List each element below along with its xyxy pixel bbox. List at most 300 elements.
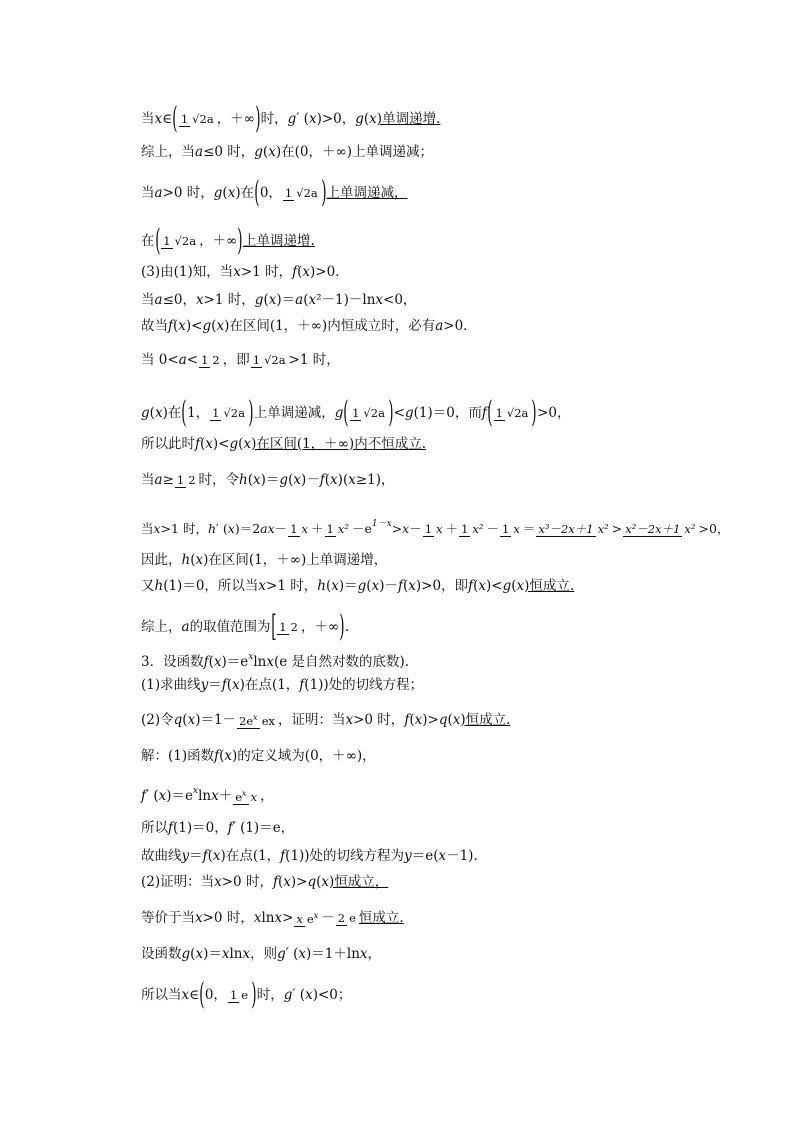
text-fragment [402, 520, 409, 538]
text-fragment: －e [351, 520, 372, 536]
math-variable: f [168, 317, 173, 334]
fraction [350, 407, 387, 419]
text-fragment: ln [253, 653, 267, 670]
text-fragment: )＝e [166, 787, 194, 804]
text-fragment [213, 847, 221, 865]
math-variable: x [233, 263, 241, 280]
text-fragment: ²－1)－ln [316, 291, 376, 308]
math-variable: x [274, 909, 283, 926]
text-fragment: － [321, 909, 335, 926]
text-fragment: )( [337, 471, 349, 488]
text-fragment: 当 [141, 520, 154, 536]
fraction [459, 523, 485, 535]
math-variable: f [214, 747, 220, 764]
math-variable: x [213, 653, 222, 670]
text-fragment: 又 [141, 577, 155, 594]
text-fragment: )在区间(1，＋∞)内恒成立时，必有 [224, 317, 436, 334]
text-fragment [405, 404, 414, 422]
text-fragment: 所以 [141, 819, 168, 836]
text-fragment: ＝ [189, 847, 203, 864]
text-fragment: √2a [296, 186, 318, 200]
bracket: ) [248, 395, 254, 430]
text-fragment: ( [262, 143, 269, 160]
text-line [141, 908, 404, 927]
text-fragment [288, 110, 297, 128]
text-fragment: )> [290, 873, 308, 890]
text-line [141, 175, 408, 210]
text-line [141, 470, 395, 489]
text-fragment: √2a [363, 406, 385, 420]
text-line [141, 434, 426, 453]
text-fragment: ＝e( [411, 847, 439, 864]
bracket: ( [487, 395, 493, 430]
math-variable: y [200, 676, 209, 693]
text-fragment: >0， [537, 405, 571, 421]
text-line [141, 609, 350, 644]
math-variable: a [195, 143, 204, 160]
math-variable: f [292, 263, 298, 280]
math-variable: f [168, 819, 173, 836]
math-variable: f [397, 577, 403, 594]
text-fragment: 所以当 [141, 987, 182, 1003]
math-variable: ax [260, 520, 275, 536]
text-fragment [232, 676, 240, 694]
text-fragment: 当 [141, 471, 155, 488]
math-variable: x [313, 911, 319, 921]
math-variable: x [375, 291, 384, 308]
math-variable: h [317, 577, 326, 594]
math-variable: f [203, 653, 209, 670]
math-variable: g [355, 111, 364, 127]
math-variable: x [195, 945, 204, 962]
math-variable: g [283, 987, 293, 1003]
text-fragment: ( [247, 471, 254, 488]
text-fragment: ′ ( [292, 987, 306, 1003]
text-fragment [253, 713, 258, 722]
text-fragment: √2a [174, 234, 197, 248]
bracket: ( [343, 395, 349, 430]
text-fragment: )< [185, 317, 203, 334]
text-fragment: ( [208, 653, 214, 670]
math-variable: x [250, 789, 258, 804]
text-fragment [470, 522, 485, 536]
text-fragment [211, 787, 219, 805]
math-variable: a [178, 351, 187, 368]
math-variable: g [277, 945, 286, 962]
math-variable: x [253, 909, 262, 926]
math-variable: x [195, 291, 204, 308]
fraction [325, 523, 351, 535]
text-fragment: 在 [141, 233, 155, 249]
text-fragment: 1 [212, 406, 220, 420]
text-fragment [141, 404, 150, 422]
text-fragment [233, 790, 248, 805]
math-variable: f [481, 405, 487, 421]
fraction [294, 910, 320, 925]
math-variable: x [330, 471, 338, 488]
bracket: ) [251, 977, 257, 1012]
math-variable: 1－x [371, 519, 392, 529]
text-fragment: － [486, 520, 500, 536]
text-fragment [358, 577, 367, 595]
text-fragment [293, 471, 301, 489]
text-fragment: 当 [141, 111, 155, 127]
math-variable: h [207, 520, 217, 536]
math-variable: x [253, 471, 261, 488]
text-fragment: 当 [141, 291, 155, 308]
text-fragment: >1 时， [203, 291, 255, 308]
text-fragment [239, 471, 248, 489]
text-fragment: )＝ [338, 577, 358, 594]
text-fragment: ( [149, 405, 155, 421]
math-variable: x [242, 945, 251, 962]
text-fragment: 2 [290, 620, 298, 634]
text-fragment: ≤0 时， [203, 143, 255, 160]
text-fragment [155, 577, 164, 595]
math-variable: x [154, 405, 163, 421]
text-fragment: )<0； [312, 987, 352, 1003]
bracket: ) [255, 101, 261, 136]
text-fragment: )>0， [316, 111, 356, 127]
text-fragment [222, 945, 230, 963]
text-fragment [195, 551, 203, 569]
text-fragment [178, 317, 186, 335]
bracket: ) [339, 609, 345, 644]
text-line [141, 262, 339, 281]
text-fragment [174, 711, 183, 729]
text-fragment [253, 471, 261, 489]
math-variable: x [181, 987, 190, 1003]
math-variable: x [408, 577, 416, 594]
text-fragment: > [611, 520, 623, 536]
text-fragment: ′ (1)＝e， [232, 819, 295, 836]
text-fragment [375, 291, 383, 309]
text-fragment: ′ ( [146, 787, 159, 804]
text-fragment [205, 435, 213, 453]
text-fragment: )< [485, 577, 503, 594]
math-variable: g [202, 317, 212, 334]
text-fragment: )> [422, 711, 439, 728]
text-fragment [623, 522, 682, 537]
text-fragment [255, 291, 264, 309]
text-fragment: 1 [290, 521, 298, 536]
text-fragment [478, 577, 486, 595]
text-fragment [159, 787, 167, 805]
text-fragment: 2e [239, 713, 254, 728]
text-fragment: 等价于当 [141, 909, 195, 926]
math-variable: y [181, 847, 190, 864]
math-variable: x [242, 789, 247, 799]
text-line [141, 290, 416, 309]
text-fragment: 设函数 [141, 945, 182, 962]
text-fragment [348, 471, 356, 489]
math-variable: x [348, 471, 356, 488]
text-fragment: 1 [252, 352, 261, 367]
math-variable: a [154, 185, 163, 201]
text-line [141, 350, 340, 369]
math-variable: x [331, 577, 339, 594]
text-fragment: ( [297, 263, 303, 280]
text-fragment: ( [447, 711, 453, 728]
text-fragment [179, 351, 187, 369]
text-fragment: (1)＝0，所以当 [163, 577, 259, 594]
text-fragment: ，则 [250, 945, 278, 962]
text-fragment: 因此， [141, 551, 182, 568]
text-fragment: (1))处的切线方程为 [285, 847, 405, 864]
math-variable: x [253, 713, 258, 723]
text-fragment: ( [316, 873, 322, 890]
math-variable: x [283, 873, 291, 890]
text-fragment: √2a [264, 352, 286, 367]
fraction [283, 187, 320, 199]
math-variable: f [468, 577, 474, 594]
fraction [228, 989, 250, 1001]
text-fragment: ， [367, 945, 382, 962]
text-fragment: ( [366, 577, 372, 594]
math-variable: g [254, 143, 263, 160]
text-fragment: ，＋∞ [199, 233, 238, 249]
math-variable: x [302, 263, 310, 280]
math-variable: x [301, 521, 309, 536]
text-fragment: 上单调递增. [243, 233, 315, 249]
text-fragment: ( [173, 317, 179, 334]
text-fragment [307, 873, 316, 891]
text-line [141, 872, 388, 891]
math-variable: x [154, 111, 163, 127]
math-variable: x [436, 521, 443, 536]
math-variable: f [272, 873, 278, 890]
text-fragment: 2 [188, 472, 196, 487]
text-fragment: ＝ [208, 676, 222, 693]
text-fragment [249, 790, 260, 804]
text-fragment: 时，令 [198, 471, 240, 488]
text-fragment [331, 577, 339, 595]
text-fragment [258, 577, 266, 595]
text-fragment: )>0. [309, 263, 340, 280]
text-fragment: 综上，当 [141, 143, 195, 160]
math-variable: x [212, 847, 221, 864]
fraction [623, 523, 697, 535]
math-variable: x [305, 987, 313, 1003]
text-fragment: )在(0，＋∞)上单调递减； [275, 143, 433, 160]
math-variable: h [239, 471, 248, 488]
text-fragment [242, 945, 250, 963]
text-fragment: √2a [223, 406, 245, 420]
text-fragment [155, 184, 163, 202]
math-variable: y [404, 847, 412, 864]
math-variable: x [258, 577, 267, 594]
text-fragment [195, 945, 203, 963]
fraction [233, 788, 259, 803]
text-fragment [201, 676, 209, 694]
bracket: ( [154, 223, 160, 258]
math-variable: x [227, 520, 235, 536]
math-variable: f [280, 847, 286, 864]
text-fragment: 时， [256, 987, 284, 1003]
text-fragment: )＝1＋ln [306, 945, 360, 962]
text-fragment: 上单调递减， [253, 405, 335, 421]
text-fragment: ( [473, 577, 479, 594]
text-fragment: 1 [201, 352, 209, 367]
text-fragment: (1))处的切线方程； [304, 676, 424, 693]
text-fragment: )＝ [276, 291, 296, 308]
text-line [141, 515, 729, 538]
text-fragment [369, 110, 377, 128]
text-fragment: )在区间(1，＋∞)内不恒成立. [251, 435, 426, 452]
text-line [141, 818, 294, 837]
text-fragment: (e 是自然对数的底数). [273, 653, 410, 670]
bracket: ( [181, 395, 187, 430]
text-fragment [277, 945, 286, 963]
math-variable: x² [472, 521, 484, 536]
text-fragment: ( [182, 711, 188, 728]
text-fragment: >1 时， [240, 263, 293, 280]
text-fragment: >1 时， [266, 577, 318, 594]
math-variable: f [227, 819, 233, 836]
text-fragment: 1 [163, 234, 171, 248]
fraction [288, 523, 310, 535]
text-fragment [237, 714, 260, 729]
text-fragment: (2)令 [141, 711, 174, 728]
text-fragment [274, 909, 282, 927]
text-fragment [214, 653, 222, 671]
math-variable: g [287, 111, 297, 127]
text-fragment [224, 747, 232, 765]
text-line [141, 395, 571, 430]
text-fragment [321, 873, 329, 891]
math-variable: x [243, 435, 252, 452]
text-fragment: 0， [259, 185, 282, 201]
text-fragment [208, 520, 216, 538]
text-fragment: 2 [337, 910, 346, 925]
bracket: [ [270, 609, 277, 644]
math-variable: g [334, 405, 344, 421]
math-variable: f [202, 847, 208, 864]
text-fragment: )的定义域为(0，＋∞)， [232, 747, 376, 764]
math-variable: a [154, 291, 163, 308]
math-variable: x [321, 873, 330, 890]
text-fragment: ′ ( [296, 111, 309, 127]
bracket: ( [199, 977, 205, 1012]
math-variable: x [158, 787, 167, 804]
text-fragment [195, 909, 203, 927]
text-fragment: 1 [284, 186, 293, 200]
text-fragment: >0， [698, 520, 730, 536]
text-fragment: 的取值范围为 [189, 619, 271, 635]
text-fragment [182, 986, 190, 1004]
text-fragment: 1 [352, 406, 360, 420]
text-fragment: ∈ [189, 987, 200, 1003]
text-fragment [214, 184, 223, 202]
text-fragment [254, 909, 262, 927]
text-fragment: )＝2 [234, 520, 261, 536]
text-fragment [268, 143, 276, 161]
math-variable: f [404, 711, 410, 728]
math-variable: x [478, 577, 486, 594]
text-fragment: √2a [506, 406, 529, 420]
math-variable: h [181, 551, 191, 568]
math-variable: a [295, 291, 304, 308]
text-fragment: ( [211, 317, 217, 334]
math-variable: x [214, 873, 222, 890]
text-fragment [302, 263, 310, 281]
math-variable: q [173, 711, 183, 728]
text-fragment: (2)证明：当 [141, 873, 215, 890]
text-fragment: )单调递增. [376, 111, 441, 127]
text-fragment: (1)＝0，而 [413, 405, 482, 421]
math-variable: x [371, 577, 380, 594]
text-fragment [335, 404, 344, 422]
text-fragment: ′ ( [216, 520, 228, 536]
text-fragment: ， [260, 787, 274, 804]
text-fragment: )＝1－ [195, 711, 237, 728]
text-fragment: ( [226, 676, 233, 693]
fraction [277, 621, 300, 633]
text-fragment: )在区间(1，＋∞)上单调递增， [203, 551, 388, 568]
text-fragment: < [393, 405, 405, 421]
text-fragment: < [186, 351, 199, 368]
math-variable: h [154, 577, 164, 594]
text-line [141, 223, 315, 258]
math-variable: x [268, 291, 277, 308]
text-fragment [294, 912, 305, 927]
math-variable: g [404, 405, 414, 421]
math-variable: x [402, 520, 410, 536]
text-fragment [314, 911, 319, 920]
text-fragment [155, 110, 163, 128]
text-fragment: (3)由(1)知，当 [141, 263, 234, 280]
text-fragment: ( [238, 435, 244, 452]
text-fragment [308, 291, 316, 309]
math-variable: f [195, 435, 200, 452]
text-fragment: 1 [229, 988, 238, 1002]
math-variable: x [205, 435, 213, 452]
text-fragment [435, 317, 443, 335]
text-fragment: )＝ [203, 945, 222, 962]
text-fragment: )>0，即 [415, 577, 469, 594]
text-fragment: ＋ [445, 520, 459, 536]
text-fragment [503, 577, 512, 595]
text-fragment: ( [303, 291, 309, 308]
text-fragment [254, 143, 263, 161]
text-fragment: e [349, 910, 356, 925]
text-fragment: <0， [383, 291, 417, 308]
text-fragment: 1 [502, 521, 510, 536]
text-fragment [260, 520, 275, 538]
text-fragment: ≥1)， [355, 471, 395, 488]
text-fragment: >0. [443, 317, 468, 334]
text-fragment [536, 522, 595, 537]
text-fragment: ( [222, 185, 228, 201]
text-fragment: ∈ [162, 111, 173, 127]
text-fragment: ＝ [522, 520, 536, 536]
math-variable: f [221, 676, 227, 693]
text-line [141, 101, 441, 136]
text-fragment [230, 435, 239, 453]
math-variable: x [221, 945, 230, 962]
text-fragment [243, 435, 251, 453]
math-variable: x [369, 111, 377, 127]
text-fragment [511, 522, 522, 536]
text-fragment [155, 471, 163, 489]
text-line [141, 675, 423, 694]
text-fragment [438, 847, 446, 865]
math-variable: g [213, 185, 223, 201]
text-fragment: e [306, 911, 314, 926]
text-fragment: >0 时， [202, 909, 254, 926]
text-fragment [298, 945, 306, 963]
math-variable: x [211, 787, 219, 804]
